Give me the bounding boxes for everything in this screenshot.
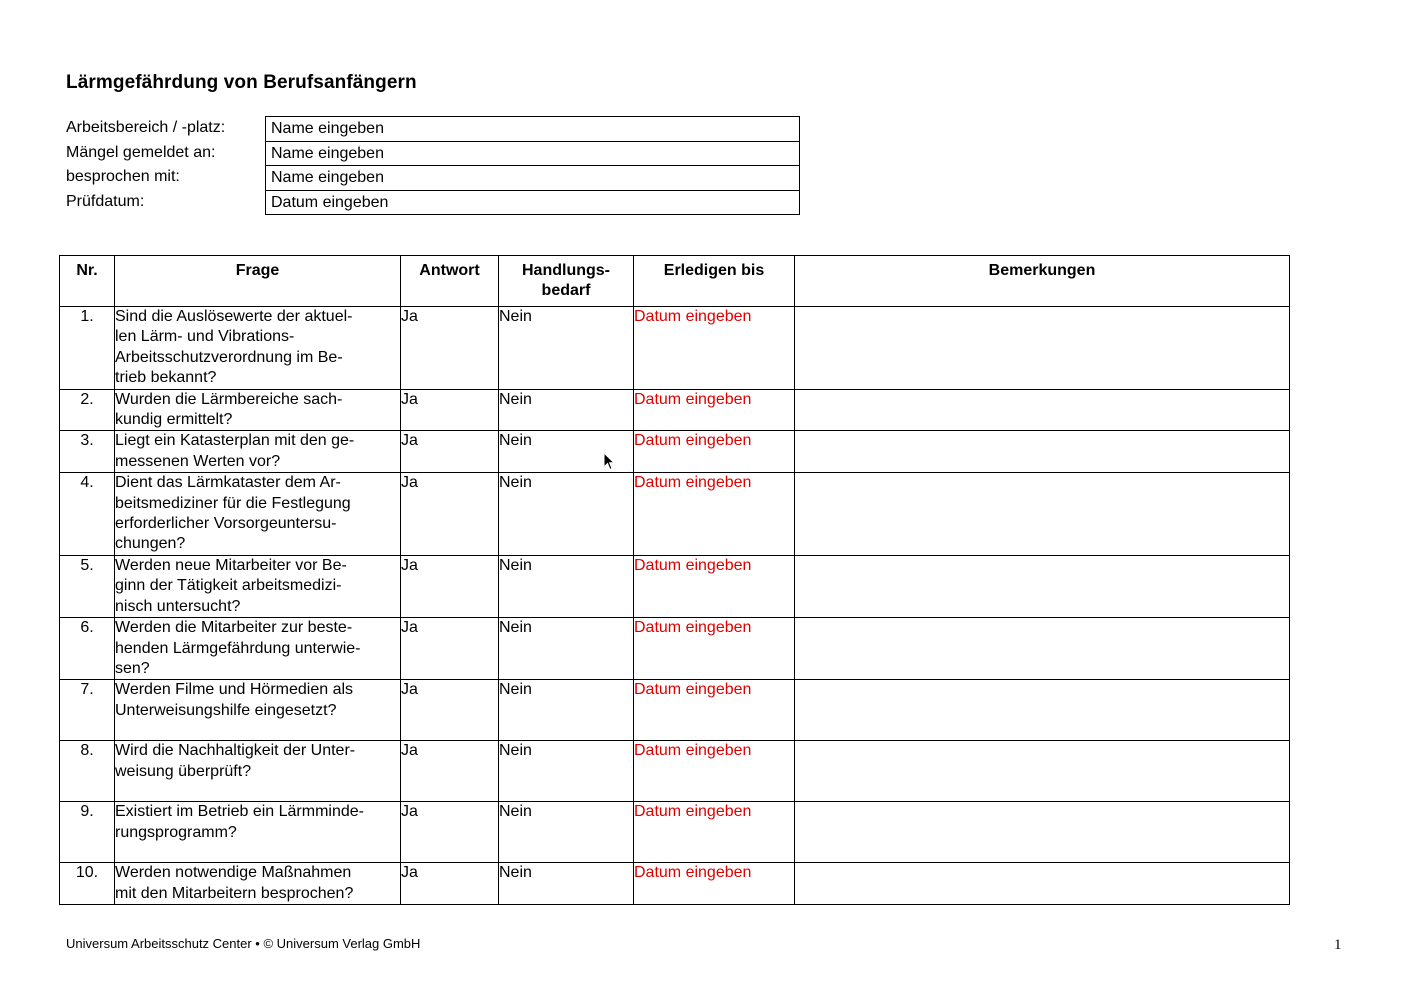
table-row <box>60 473 1290 556</box>
question-cell <box>115 473 401 556</box>
row-number: 4. <box>60 473 115 556</box>
meta-label-maengel: Mängel gemeldet an: <box>66 143 216 161</box>
erledigen-date-field[interactable]: Datum eingeben <box>634 864 752 882</box>
footer-copyright: Universum Arbeitsschutz Center • © Universum Verlag GmbH <box>66 936 421 951</box>
question-line: Werden Filme und Hörmedien als <box>115 681 354 699</box>
question-line: henden Lärmgefährdung unterwie- <box>115 639 361 657</box>
page-number: 1 <box>1334 937 1342 953</box>
row-number: 5. <box>60 555 115 617</box>
question-line: Wurden die Lärmbereiche sach- <box>115 390 343 408</box>
answer-ja[interactable]: Ja <box>401 307 499 390</box>
table-row <box>60 741 1290 802</box>
answer-ja[interactable]: Ja <box>401 802 499 863</box>
header-bemerkungen: Bemerkungen <box>795 256 1290 307</box>
handlungsbedarf-nein[interactable]: Nein <box>499 307 634 390</box>
question-line: Liegt ein Katasterplan mit den ge- <box>115 432 355 450</box>
question-line: len Lärm- und Vibrations- <box>115 328 295 346</box>
question-line: chungen? <box>115 535 186 553</box>
handlungsbedarf-nein[interactable]: Nein <box>499 431 634 473</box>
maengel-gemeldet-field[interactable]: Name eingeben <box>266 142 799 167</box>
bemerkung-cell[interactable] <box>795 431 1290 473</box>
question-cell <box>115 307 401 390</box>
question-cell <box>115 431 401 473</box>
row-number: 9. <box>60 802 115 863</box>
answer-ja[interactable]: Ja <box>401 741 499 802</box>
erledigen-date-field[interactable]: Datum eingeben <box>634 803 752 821</box>
question-cell <box>115 389 401 431</box>
bemerkung-cell[interactable] <box>795 863 1290 905</box>
table-row <box>60 863 1290 905</box>
question-line: Dient das Lärmkataster dem Ar- <box>115 474 341 492</box>
page-title: Lärmgefährdung von Berufsanfängern <box>66 72 417 93</box>
erledigen-date-cell <box>634 389 795 431</box>
question-line: beitsmediziner für die Festlegung <box>115 494 351 512</box>
table-row <box>60 389 1290 431</box>
question-line: Sind die Auslösewerte der aktuel- <box>115 308 353 325</box>
question-line: Unterweisungshilfe eingesetzt? <box>115 701 337 719</box>
table-row <box>60 431 1290 473</box>
header-handlungsbedarf-line2: bedarf <box>541 282 591 299</box>
bemerkung-cell[interactable] <box>795 618 1290 680</box>
question-line: mit den Mitarbeitern besprochen? <box>115 884 354 902</box>
handlungsbedarf-nein[interactable]: Nein <box>499 802 634 863</box>
table-header-row <box>60 256 1290 307</box>
meta-labels <box>66 116 225 214</box>
meta-label-arbeitsbereich: Arbeitsbereich / -platz: <box>66 119 226 136</box>
bemerkung-cell[interactable] <box>795 473 1290 556</box>
table-row <box>60 802 1290 863</box>
meta-label-pruefdatum: Prüfdatum: <box>66 192 145 210</box>
header-erledigen: Erledigen bis <box>634 256 795 307</box>
question-line: Werden die Mitarbeiter zur beste- <box>115 619 353 637</box>
erledigen-date-field[interactable]: Datum eingeben <box>634 390 752 408</box>
erledigen-date-cell <box>634 618 795 680</box>
row-number: 2. <box>60 389 115 431</box>
erledigen-date-field[interactable]: Datum eingeben <box>634 556 752 574</box>
question-line: trieb bekannt? <box>115 369 217 387</box>
erledigen-date-cell <box>634 680 795 741</box>
question-line: sen? <box>115 659 150 677</box>
question-cell <box>115 741 401 802</box>
besprochen-mit-field[interactable]: Name eingeben <box>266 166 799 191</box>
erledigen-date-field[interactable]: Datum eingeben <box>634 432 752 450</box>
table-row <box>60 307 1290 390</box>
meta-label-besprochen: besprochen mit: <box>66 168 180 185</box>
header-nr: Nr. <box>60 256 115 307</box>
question-line: Wird die Nachhaltigkeit der Unter- <box>115 742 356 760</box>
table-row <box>60 555 1290 617</box>
answer-ja[interactable]: Ja <box>401 618 499 680</box>
checklist-table <box>59 255 1290 905</box>
erledigen-date-field[interactable]: Datum eingeben <box>634 308 752 325</box>
erledigen-date-cell <box>634 802 795 863</box>
handlungsbedarf-nein[interactable]: Nein <box>499 473 634 556</box>
question-line: kundig ermittelt? <box>115 411 233 429</box>
erledigen-date-field[interactable]: Datum eingeben <box>634 474 752 492</box>
question-cell <box>115 618 401 680</box>
header-antwort: Antwort <box>401 256 499 307</box>
erledigen-date-cell <box>634 741 795 802</box>
answer-ja[interactable]: Ja <box>401 431 499 473</box>
question-line: ginn der Tätigkeit arbeitsmedizi- <box>115 577 342 595</box>
erledigen-date-field[interactable]: Datum eingeben <box>634 742 752 760</box>
header-handlungsbedarf <box>499 256 634 307</box>
row-number: 10. <box>60 863 115 905</box>
bemerkung-cell[interactable] <box>795 680 1290 741</box>
erledigen-date-field[interactable]: Datum eingeben <box>634 619 752 637</box>
pruefdatum-field[interactable]: Datum eingeben <box>271 193 389 211</box>
question-line: Existiert im Betrieb ein Lärmminde- <box>115 803 364 821</box>
bemerkung-cell[interactable] <box>795 802 1290 863</box>
handlungsbedarf-nein[interactable]: Nein <box>499 680 634 741</box>
erledigen-date-cell <box>634 473 795 556</box>
question-cell <box>115 680 401 741</box>
header-handlungsbedarf-line1: Handlungs- <box>522 262 610 279</box>
table-row <box>60 680 1290 741</box>
erledigen-date-cell <box>634 863 795 905</box>
row-number: 6. <box>60 618 115 680</box>
meta-form <box>265 116 800 215</box>
question-line: nisch untersucht? <box>115 597 241 615</box>
question-cell <box>115 802 401 863</box>
question-line: Werden notwendige Maßnahmen <box>115 864 352 882</box>
mouse-pointer-icon <box>603 452 615 471</box>
answer-ja[interactable]: Ja <box>401 389 499 431</box>
row-number: 7. <box>60 680 115 741</box>
question-line: erforderlicher Vorsorgeuntersu- <box>115 515 337 533</box>
answer-ja[interactable]: Ja <box>401 555 499 617</box>
answer-ja[interactable]: Ja <box>401 473 499 556</box>
question-line: rungsprogramm? <box>115 823 237 841</box>
handlungsbedarf-nein[interactable]: Nein <box>499 389 634 431</box>
erledigen-date-cell <box>634 431 795 473</box>
erledigen-date-cell <box>634 555 795 617</box>
handlungsbedarf-nein[interactable]: Nein <box>499 741 634 802</box>
bemerkung-cell[interactable] <box>795 555 1290 617</box>
arbeitsbereich-field[interactable]: Name eingeben <box>266 117 799 142</box>
erledigen-date-field[interactable]: Datum eingeben <box>634 681 752 699</box>
question-line: Werden neue Mitarbeiter vor Be- <box>115 556 347 574</box>
answer-ja[interactable]: Ja <box>401 863 499 905</box>
header-frage: Frage <box>115 256 401 307</box>
bemerkung-cell[interactable] <box>795 307 1290 390</box>
table-row <box>60 618 1290 680</box>
bemerkung-cell[interactable] <box>795 389 1290 431</box>
row-number: 3. <box>60 431 115 473</box>
question-line: messenen Werten vor? <box>115 452 281 470</box>
question-line: weisung überprüft? <box>115 762 252 780</box>
question-cell <box>115 555 401 617</box>
row-number: 1. <box>60 307 115 390</box>
question-line: Arbeitsschutzverordnung im Be- <box>115 348 343 366</box>
bemerkung-cell[interactable] <box>795 741 1290 802</box>
row-number: 8. <box>60 741 115 802</box>
answer-ja[interactable]: Ja <box>401 680 499 741</box>
handlungsbedarf-nein[interactable]: Nein <box>499 555 634 617</box>
erledigen-date-cell <box>634 307 795 390</box>
handlungsbedarf-nein[interactable]: Nein <box>499 863 634 905</box>
question-cell <box>115 863 401 905</box>
handlungsbedarf-nein[interactable]: Nein <box>499 618 634 680</box>
